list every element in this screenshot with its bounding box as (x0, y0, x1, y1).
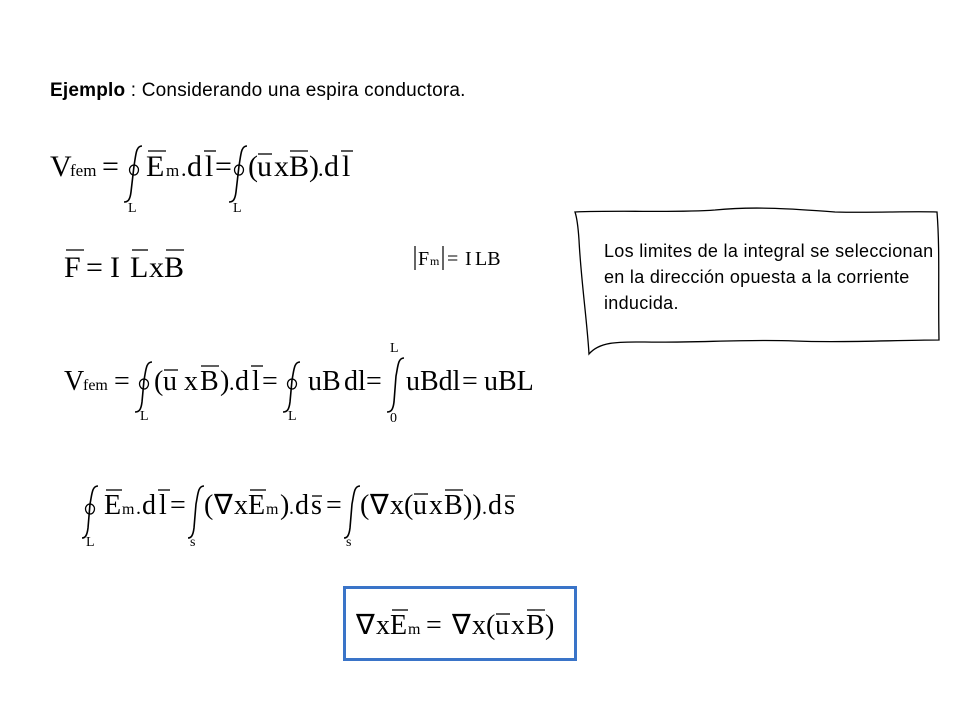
svg-text:E: E (104, 490, 122, 521)
svg-text:l: l (205, 150, 214, 183)
svg-text:B: B (444, 490, 463, 521)
svg-text:B: B (289, 150, 310, 183)
svg-text:d: d (187, 150, 202, 183)
svg-text:uBL: uBL (484, 366, 534, 397)
svg-text:V: V (64, 366, 85, 397)
svg-text:s: s (311, 490, 322, 521)
svg-text:.: . (289, 497, 294, 519)
svg-text:=: = (86, 251, 103, 284)
svg-text:=: = (326, 490, 342, 521)
svg-text:fem: fem (70, 161, 97, 180)
svg-text:x: x (274, 150, 289, 183)
svg-text:x: x (511, 610, 525, 641)
svg-text:0: 0 (390, 411, 397, 425)
svg-text:d: d (324, 150, 339, 183)
svg-text:d: d (142, 490, 156, 521)
equation-vfem-definition (50, 140, 370, 215)
svg-text:s: s (346, 535, 352, 550)
svg-text:L: L (288, 409, 297, 424)
svg-text:I: I (465, 248, 472, 270)
svg-text:L: L (233, 201, 242, 215)
svg-text:): ) (220, 366, 230, 397)
equation-force (64, 244, 194, 284)
svg-text:=: = (462, 366, 478, 397)
svg-text:E: E (390, 610, 408, 641)
equation-force-magnitude (412, 244, 512, 274)
svg-text:x: x (376, 610, 390, 641)
svg-text:(: ( (404, 490, 414, 521)
svg-text:(: ( (204, 490, 214, 521)
svg-text:=: = (426, 610, 442, 641)
svg-text:I: I (110, 251, 120, 284)
svg-text:L: L (86, 535, 95, 550)
svg-text:=: = (262, 366, 278, 397)
svg-text:dl: dl (344, 366, 366, 397)
svg-text:x: x (429, 490, 443, 521)
svg-text:.: . (482, 497, 487, 519)
svg-text:m: m (408, 621, 421, 638)
svg-text:B: B (526, 610, 545, 641)
svg-text:m: m (266, 501, 279, 518)
svg-text:l: l (252, 366, 260, 397)
svg-text:x: x (472, 610, 486, 641)
svg-text:B: B (200, 366, 219, 397)
svg-text:)): )) (463, 490, 482, 521)
svg-text:): ) (309, 150, 319, 183)
svg-text:=: = (366, 366, 382, 397)
svg-text:∇: ∇ (452, 610, 471, 641)
svg-text:uBdl: uBdl (406, 366, 461, 397)
svg-text:u: u (413, 490, 427, 521)
svg-text:L: L (140, 409, 149, 424)
svg-text:(: ( (154, 366, 164, 397)
svg-text:.: . (136, 497, 141, 519)
svg-text:fem: fem (83, 377, 108, 394)
equation-stokes (82, 482, 522, 552)
svg-text:u: u (257, 150, 272, 183)
svg-text:m: m (122, 501, 135, 518)
svg-text:(: ( (360, 490, 370, 521)
svg-text:E: E (146, 150, 165, 183)
svg-text:x: x (149, 251, 164, 284)
svg-text:.: . (229, 370, 235, 395)
svg-text:B: B (164, 251, 185, 284)
svg-text:s: s (504, 490, 515, 521)
note-text: Los limites de la integral se seleccionan en la dirección opuesta a la corriente inducida. (604, 241, 934, 313)
equation-curl-result (356, 604, 566, 644)
svg-text:E: E (248, 490, 266, 521)
svg-text:F: F (418, 248, 430, 270)
svg-text:u: u (163, 366, 177, 397)
svg-text:=: = (170, 490, 186, 521)
equation-vfem-result (64, 340, 534, 425)
svg-text:x: x (234, 490, 248, 521)
svg-text:l: l (342, 150, 351, 183)
svg-text:s: s (190, 535, 196, 550)
svg-text:=: = (447, 248, 459, 270)
svg-text:d: d (295, 490, 309, 521)
svg-text:V: V (50, 150, 72, 183)
svg-text:L: L (390, 341, 399, 356)
svg-text:(: ( (248, 150, 258, 183)
svg-text:m: m (166, 161, 180, 180)
svg-text:L: L (130, 251, 149, 284)
slide-title (50, 80, 466, 102)
svg-text:l: l (159, 490, 167, 521)
svg-text:=: = (102, 150, 119, 183)
svg-text:u: u (495, 610, 509, 641)
svg-text:): ) (545, 610, 555, 641)
svg-text:LB: LB (475, 248, 501, 270)
svg-text:m: m (430, 254, 440, 268)
svg-text:.: . (318, 156, 324, 181)
svg-text:.: . (181, 156, 187, 181)
svg-text:uB: uB (308, 366, 341, 397)
svg-text:L: L (128, 201, 137, 215)
svg-text:x: x (390, 490, 404, 521)
svg-text:(: ( (486, 610, 496, 641)
svg-text:=: = (215, 150, 232, 183)
title-rest: : Considerando una espira conductora. (125, 80, 466, 101)
svg-text:F: F (64, 251, 81, 284)
svg-text:∇: ∇ (370, 490, 389, 521)
svg-text:∇: ∇ (356, 610, 375, 641)
svg-text:d: d (488, 490, 502, 521)
svg-text:∇: ∇ (214, 490, 233, 521)
svg-text:x: x (184, 366, 198, 397)
svg-text:): ) (280, 490, 290, 521)
svg-text:=: = (114, 366, 130, 397)
title-bold: Ejemplo (50, 80, 126, 101)
svg-text:d: d (235, 366, 249, 397)
